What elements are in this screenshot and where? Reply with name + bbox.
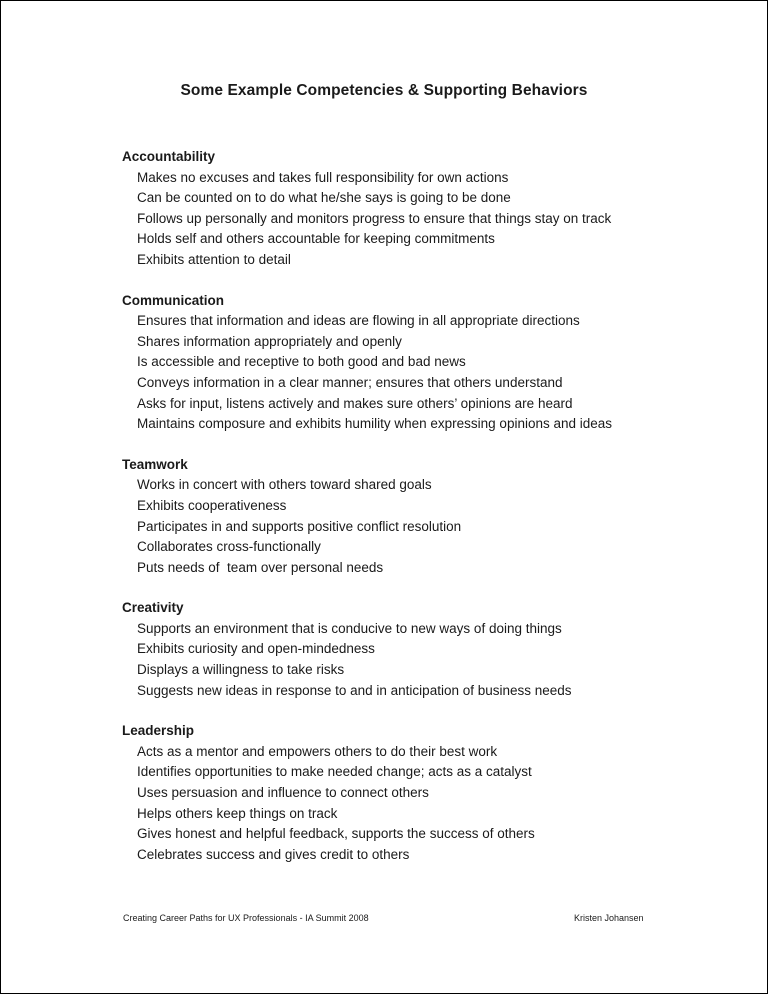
behavior-item: Follows up personally and monitors progress to ensure that things stay on track xyxy=(137,210,612,226)
behavior-item: Suggests new ideas in response to and in anticipation of business needs xyxy=(137,682,572,698)
behavior-item: Exhibits cooperativeness xyxy=(137,497,287,513)
behavior-item: Displays a willingness to take risks xyxy=(137,662,345,678)
footer-author: Kristen Johansen xyxy=(574,913,644,923)
section-accountability xyxy=(122,147,722,271)
footer-presentation-title: Creating Career Paths for UX Professionals - IA Summit 2008 xyxy=(123,913,369,923)
behavior-item: Ensures that information and ideas are flowing in all appropriate directions xyxy=(137,313,580,329)
behavior-list xyxy=(122,475,722,578)
section-teamwork xyxy=(122,455,722,579)
section-creativity xyxy=(122,598,722,701)
behavior-item: Holds self and others accountable for keeping commitments xyxy=(137,231,495,247)
behavior-item: Shares information appropriately and openly xyxy=(137,333,402,349)
behavior-item: Works in concert with others toward shared goals xyxy=(137,477,432,493)
behavior-item: Conveys information in a clear manner; ensures that others understand xyxy=(137,374,563,390)
behavior-item: Gives honest and helpful feedback, supports the success of others xyxy=(137,826,535,842)
behavior-item: Maintains composure and exhibits humility when expressing opinions and ideas xyxy=(137,416,613,432)
behavior-item: Makes no excuses and takes full responsibility for own actions xyxy=(137,169,509,185)
behavior-item: Collaborates cross-functionally xyxy=(137,539,321,555)
section-heading: Accountability xyxy=(122,149,216,164)
section-heading: Creativity xyxy=(122,600,184,616)
behavior-item: Uses persuasion and influence to connect others xyxy=(137,785,429,801)
section-heading: Leadership xyxy=(122,723,195,739)
behavior-item: Identifies opportunities to make needed change; acts as a catalyst xyxy=(137,764,532,780)
behavior-item: Can be counted on to do what he/she says is going to be done xyxy=(137,190,511,206)
section-leadership xyxy=(122,721,722,865)
behavior-item: Is accessible and receptive to both good and bad news xyxy=(137,354,466,370)
behavior-list xyxy=(122,311,722,435)
behavior-item: Puts needs of team over personal needs xyxy=(137,559,384,575)
behavior-item: Celebrates success and gives credit to others xyxy=(137,846,410,862)
behavior-list xyxy=(122,168,722,271)
behavior-item: Supports an environment that is conducive to new ways of doing things xyxy=(137,620,562,636)
behavior-item: Exhibits curiosity and open-mindedness xyxy=(137,641,375,657)
behavior-item: Acts as a mentor and empowers others to do their best work xyxy=(137,743,498,759)
competency-list xyxy=(122,147,722,885)
behavior-item: Asks for input, listens actively and makes sure others’ opinions are heard xyxy=(137,395,573,411)
behavior-item: Participates in and supports positive conflict resolution xyxy=(137,518,462,534)
section-heading: Communication xyxy=(122,292,225,308)
section-heading: Teamwork xyxy=(122,456,188,472)
page-title: Some Example Competencies & Supporting Behaviors xyxy=(180,82,588,99)
behavior-item: Helps others keep things on track xyxy=(137,805,338,821)
section-communication xyxy=(122,291,722,435)
behavior-list xyxy=(122,742,722,866)
behavior-item: Exhibits attention to detail xyxy=(137,251,291,267)
behavior-list xyxy=(122,619,722,701)
